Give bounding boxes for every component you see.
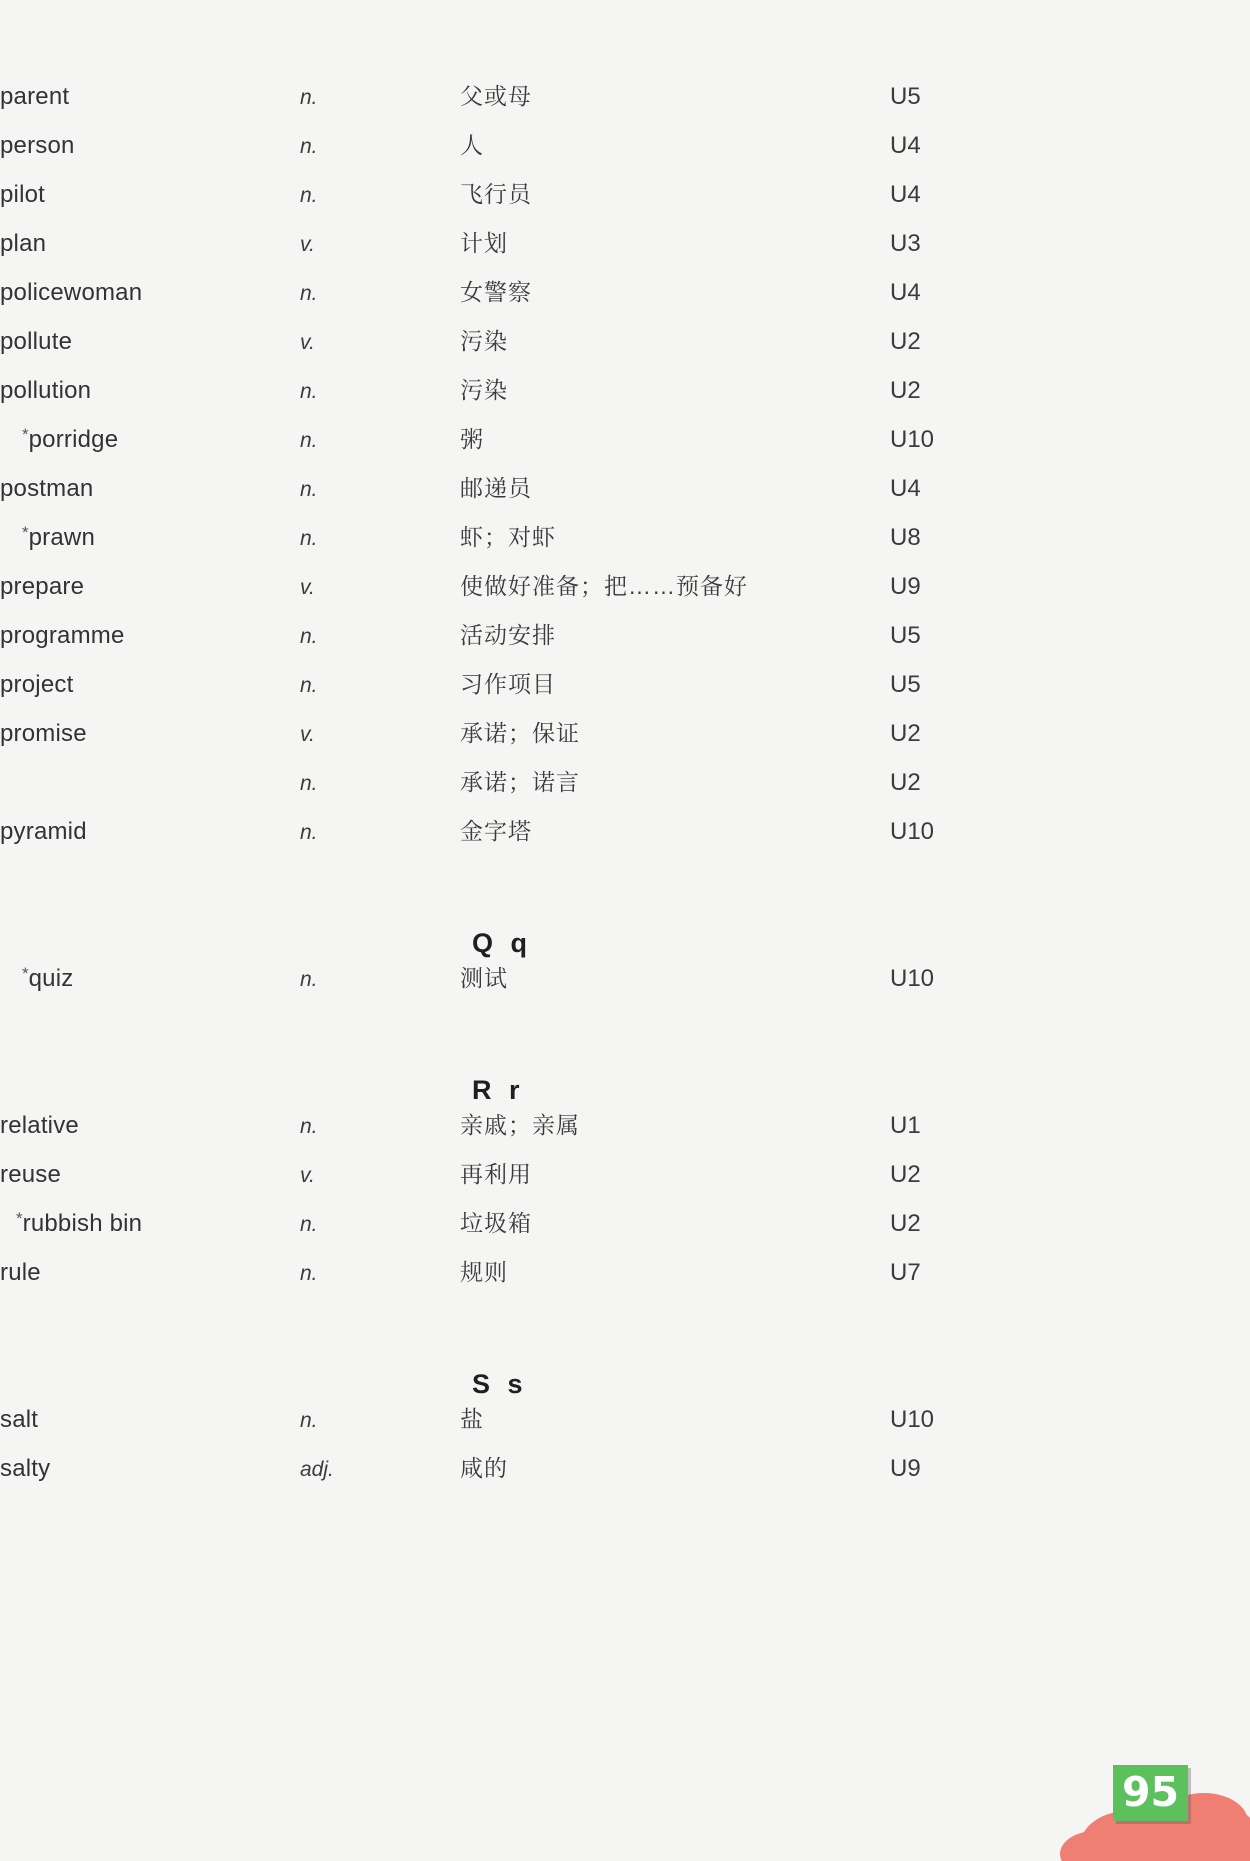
entry-pos: v.	[300, 1164, 315, 1187]
entry-unit: U2	[890, 720, 921, 747]
glossary-body	[0, 78, 1250, 1499]
entry-unit: U10	[890, 965, 935, 992]
entry-definition: 亲戚；亲属	[460, 1112, 580, 1138]
letter-spacer-word	[0, 1303, 300, 1401]
entry-word-text: prepare	[0, 573, 85, 600]
entry-unit: U7	[890, 1259, 921, 1286]
entry-word-text: quiz	[28, 965, 74, 992]
entry-word-text: plan	[0, 230, 47, 257]
entry-pos: n.	[300, 772, 318, 795]
entry-pos: n.	[300, 184, 318, 207]
entry-word-text: rubbish bin	[22, 1210, 143, 1237]
entry-pos: n.	[300, 135, 318, 158]
table-row	[0, 127, 1250, 176]
entry-word-text: salt	[0, 1406, 39, 1433]
entry-word-text: pollution	[0, 377, 92, 404]
entry-definition: 飞行员	[460, 181, 532, 207]
asterisk-marker: *	[22, 523, 29, 542]
entry-word	[0, 1254, 300, 1303]
letter-spacer-pos	[300, 1303, 460, 1401]
asterisk-marker: *	[22, 964, 29, 983]
table-row	[0, 372, 1250, 421]
table-row	[0, 274, 1250, 323]
entry-word-text: programme	[0, 622, 125, 649]
entry-word-text: postman	[0, 475, 94, 502]
page-number-badge	[1050, 1749, 1250, 1861]
entry-unit: U9	[890, 1455, 921, 1482]
table-row	[0, 176, 1250, 225]
entry-word	[0, 764, 300, 813]
entry-unit: U10	[890, 818, 935, 845]
entry-word	[0, 78, 300, 127]
entry-word	[0, 617, 300, 666]
letter-spacer-unit	[890, 1009, 1250, 1107]
entry-definition: 虾；对虾	[460, 524, 556, 550]
entry-pos: v.	[300, 576, 315, 599]
letter-spacer-word	[0, 862, 300, 960]
entry-word	[0, 1450, 300, 1499]
entry-word-text: salty	[0, 1455, 51, 1482]
letter-heading: Q q	[472, 928, 532, 958]
entry-word	[0, 176, 300, 225]
table-row	[0, 764, 1250, 813]
entry-definition: 人	[460, 132, 484, 158]
asterisk-marker: *	[22, 425, 29, 444]
entry-unit: U4	[890, 132, 921, 159]
letter-spacer-unit	[890, 1303, 1250, 1401]
entry-pos: n.	[300, 1409, 318, 1432]
entry-word-text: porridge	[28, 426, 119, 453]
entry-word	[0, 1205, 300, 1254]
entry-pos: n.	[300, 821, 318, 844]
entry-unit: U9	[890, 573, 921, 600]
table-row	[0, 225, 1250, 274]
entry-unit: U2	[890, 769, 921, 796]
entry-word	[0, 519, 300, 568]
entry-pos: adj.	[300, 1458, 334, 1481]
entry-definition: 测试	[460, 965, 508, 991]
entry-word-text: pilot	[0, 181, 46, 208]
entry-pos: n.	[300, 1262, 318, 1285]
entry-word	[0, 960, 300, 1009]
entry-definition: 污染	[460, 377, 508, 403]
glossary-table	[0, 78, 1250, 1499]
entry-definition: 承诺；诺言	[460, 769, 580, 795]
table-row	[0, 1450, 1250, 1499]
entry-pos: v.	[300, 723, 315, 746]
entry-pos: v.	[300, 233, 315, 256]
letter-section-q	[0, 862, 1250, 960]
entry-pos: n.	[300, 380, 318, 403]
entry-word-text: reuse	[0, 1161, 62, 1188]
table-row	[0, 470, 1250, 519]
entry-pos: n.	[300, 527, 318, 550]
entry-word-text: parent	[0, 83, 70, 110]
entry-pos: n.	[300, 86, 318, 109]
letter-spacer-pos	[300, 862, 460, 960]
entry-word-text: person	[0, 132, 75, 159]
entry-word-text: relative	[0, 1112, 79, 1139]
page-number: 95	[1113, 1765, 1188, 1821]
entry-word	[0, 274, 300, 323]
entry-definition: 习作项目	[460, 671, 556, 697]
entry-unit: U5	[890, 622, 921, 649]
entry-definition: 父或母	[460, 83, 532, 109]
entry-word	[0, 225, 300, 274]
entry-pos: n.	[300, 282, 318, 305]
entry-unit: U4	[890, 475, 921, 502]
entry-word	[0, 323, 300, 372]
entry-unit: U1	[890, 1112, 921, 1139]
entry-word-text: rule	[0, 1259, 41, 1286]
table-row	[0, 568, 1250, 617]
entry-unit: U4	[890, 181, 921, 208]
table-row	[0, 519, 1250, 568]
entry-unit: U2	[890, 1210, 921, 1237]
entry-definition: 女警察	[460, 279, 532, 305]
entry-word-text: pollute	[0, 328, 73, 355]
table-row	[0, 421, 1250, 470]
entry-pos: v.	[300, 331, 315, 354]
entry-unit: U3	[890, 230, 921, 257]
entry-unit: U2	[890, 377, 921, 404]
entry-word-text: prawn	[28, 524, 95, 551]
table-row	[0, 1254, 1250, 1303]
entry-unit: U2	[890, 328, 921, 355]
entry-pos: n.	[300, 429, 318, 452]
entry-definition: 承诺；保证	[460, 720, 580, 746]
entry-word	[0, 715, 300, 764]
letter-section-s	[0, 1303, 1250, 1401]
entry-word	[0, 127, 300, 176]
entry-word	[0, 813, 300, 862]
entry-definition: 粥	[460, 426, 484, 452]
entry-word	[0, 421, 300, 470]
table-row	[0, 1107, 1250, 1156]
entry-unit: U5	[890, 671, 921, 698]
table-row	[0, 666, 1250, 715]
letter-heading: S s	[472, 1369, 528, 1399]
entry-word	[0, 470, 300, 519]
table-row	[0, 323, 1250, 372]
table-row	[0, 1401, 1250, 1450]
entry-word	[0, 372, 300, 421]
asterisk-marker: *	[16, 1209, 23, 1228]
entry-pos: n.	[300, 1213, 318, 1236]
entry-word-text: pyramid	[0, 818, 87, 845]
entry-word-text: policewoman	[0, 279, 143, 306]
entry-definition: 咸的	[460, 1455, 508, 1481]
entry-definition: 使做好准备；把……预备好	[460, 573, 748, 599]
entry-word	[0, 666, 300, 715]
entry-definition: 邮递员	[460, 475, 532, 501]
entry-definition: 金字塔	[460, 818, 532, 844]
entry-definition: 规则	[460, 1259, 508, 1285]
entry-pos: n.	[300, 625, 318, 648]
entry-unit: U4	[890, 279, 921, 306]
entry-pos: n.	[300, 968, 318, 991]
entry-word	[0, 1156, 300, 1205]
entry-word-text: project	[0, 671, 74, 698]
table-row	[0, 617, 1250, 666]
entry-word	[0, 1401, 300, 1450]
entry-pos: n.	[300, 1115, 318, 1138]
entry-definition: 活动安排	[460, 622, 556, 648]
entry-word	[0, 568, 300, 617]
entry-unit: U10	[890, 1406, 935, 1433]
entry-pos: n.	[300, 674, 318, 697]
table-row	[0, 1205, 1250, 1254]
letter-section-r	[0, 1009, 1250, 1107]
letter-spacer-unit	[890, 862, 1250, 960]
entry-word-text: promise	[0, 720, 87, 747]
entry-unit: U10	[890, 426, 935, 453]
entry-definition: 污染	[460, 328, 508, 354]
entry-definition: 再利用	[460, 1161, 532, 1187]
entry-pos: n.	[300, 478, 318, 501]
entry-word	[0, 1107, 300, 1156]
letter-spacer-word	[0, 1009, 300, 1107]
entry-definition: 垃圾箱	[460, 1210, 532, 1236]
table-row	[0, 813, 1250, 862]
table-row	[0, 960, 1250, 1009]
entry-unit: U2	[890, 1161, 921, 1188]
table-row	[0, 1156, 1250, 1205]
table-row	[0, 78, 1250, 127]
entry-definition: 计划	[460, 230, 508, 256]
entry-unit: U5	[890, 83, 921, 110]
letter-spacer-pos	[300, 1009, 460, 1107]
entry-unit: U8	[890, 524, 921, 551]
table-row	[0, 715, 1250, 764]
entry-definition: 盐	[460, 1406, 484, 1432]
letter-heading: R r	[472, 1075, 525, 1105]
